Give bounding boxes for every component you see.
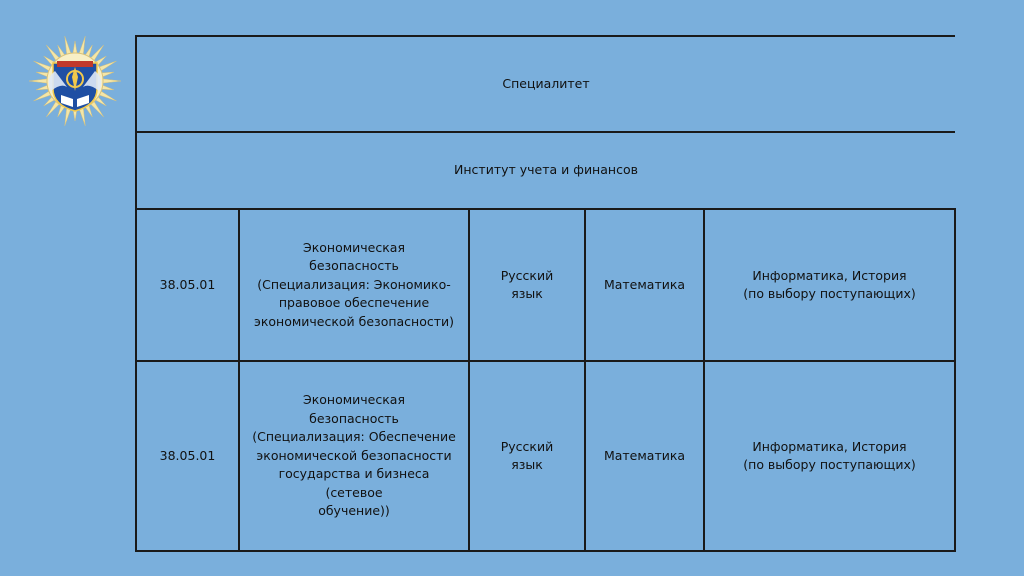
institute-cell: Институт учета и финансов (136, 132, 955, 209)
exam-math-cell: Математика (585, 361, 704, 551)
table-row (136, 209, 955, 361)
table-row (136, 361, 955, 551)
exam-russian-cell: Русский язык (469, 361, 585, 551)
admissions-table-container (135, 35, 955, 552)
program-cell: Экономическая безопасность (Специализация: Обеспечение экономической безопасности государства и бизнеса (сетевое обучение)) (239, 361, 469, 551)
exam-math-cell: Математика (585, 209, 704, 361)
exam-choice-cell: Информатика, История (по выбору поступающих) (704, 209, 955, 361)
admissions-table (135, 35, 956, 552)
exam-russian-cell: Русский язык (469, 209, 585, 361)
table-row-level (136, 36, 955, 132)
code-cell: 38.05.01 (136, 209, 239, 361)
emblem-ray (101, 79, 121, 84)
code-cell: 38.05.01 (136, 361, 239, 551)
level-cell: Специалитет (136, 36, 955, 132)
emblem-ray (29, 79, 49, 84)
university-emblem-icon (28, 34, 122, 128)
university-logo (28, 34, 122, 128)
table-row-institute (136, 132, 955, 209)
exam-choice-cell: Информатика, История (по выбору поступающих) (704, 361, 955, 551)
program-cell: Экономическая безопасность (Специализация: Экономико- правовое обеспечение экономической безопасности) (239, 209, 469, 361)
